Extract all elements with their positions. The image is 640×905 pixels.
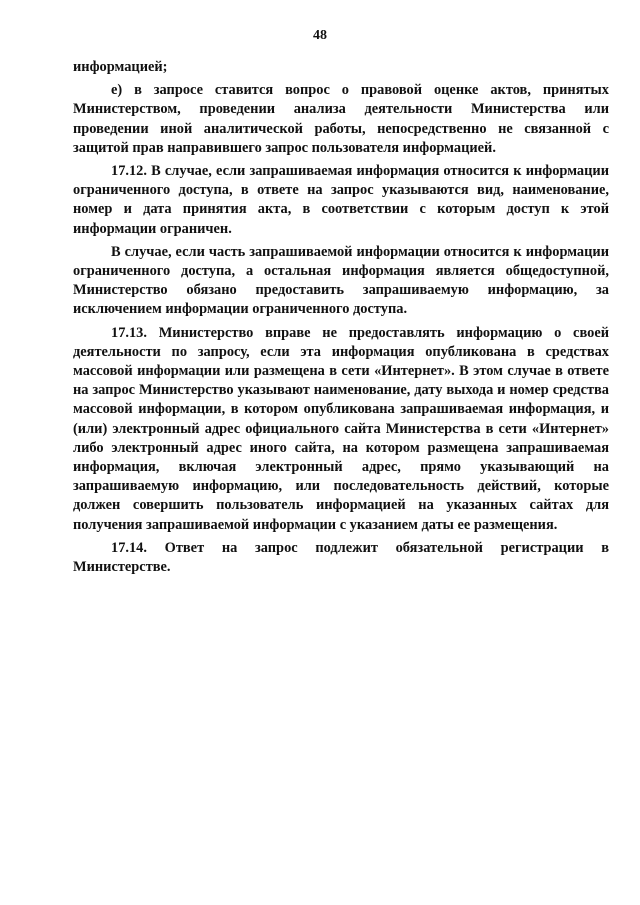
paragraph-continuation: информацией; — [73, 59, 168, 75]
paragraph-17-12: 17.12. В случае, если запрашиваемая информация относится к информации ограниченного доступа, в ответе на запрос указываются вид, наименование, номер и дата принятия акта, в соответствии с которым доступ к этой информации ограничен. — [73, 163, 609, 237]
paragraph-item-e: е) в запросе ставится вопрос о правовой оценке актов, принятых Министерством, проведении анализа деятельности Министерства или проведении иной аналитической работы, непосредственно не связанной с защитой прав направившего запрос пользователя информацией. — [73, 82, 609, 156]
page-number: 48 — [313, 28, 327, 43]
paragraph-17-14: 17.14. Ответ на запрос подлежит обязательной регистрации в Министерстве. — [73, 539, 609, 576]
document-body — [73, 58, 609, 581]
paragraph-partial-restricted: В случае, если часть запрашиваемой информации относится к информации ограниченного доступа, а остальная информация является общедоступной, Министерство обязано предоставить запрашиваемую информацию, за исключением информации ограниченного доступа. — [73, 243, 609, 318]
paragraph-17-13: 17.13. Министерство вправе не предоставлять информацию о своей деятельности по запросу, если эта информация опубликована в средствах массовой информации или размещена в сети «Интернет». В этом случае в ответе на запрос Министерство указывают наименование, дату выхода и номер средства массовой информации, в котором опубликована запрашиваемая информация, и (или) электронный адрес официального сайта Министерства в сети «Интернет» либо электронный адрес иного сайта, на котором размещена запрашиваемая информация, включая электронный адрес, прямо указывающий на запрашиваемую информацию, или последовательность действий, которые должен совершить пользователь информацией на указанных сайтах для получения запрашиваемой информации с указанием даты ее размещения. — [73, 324, 609, 533]
